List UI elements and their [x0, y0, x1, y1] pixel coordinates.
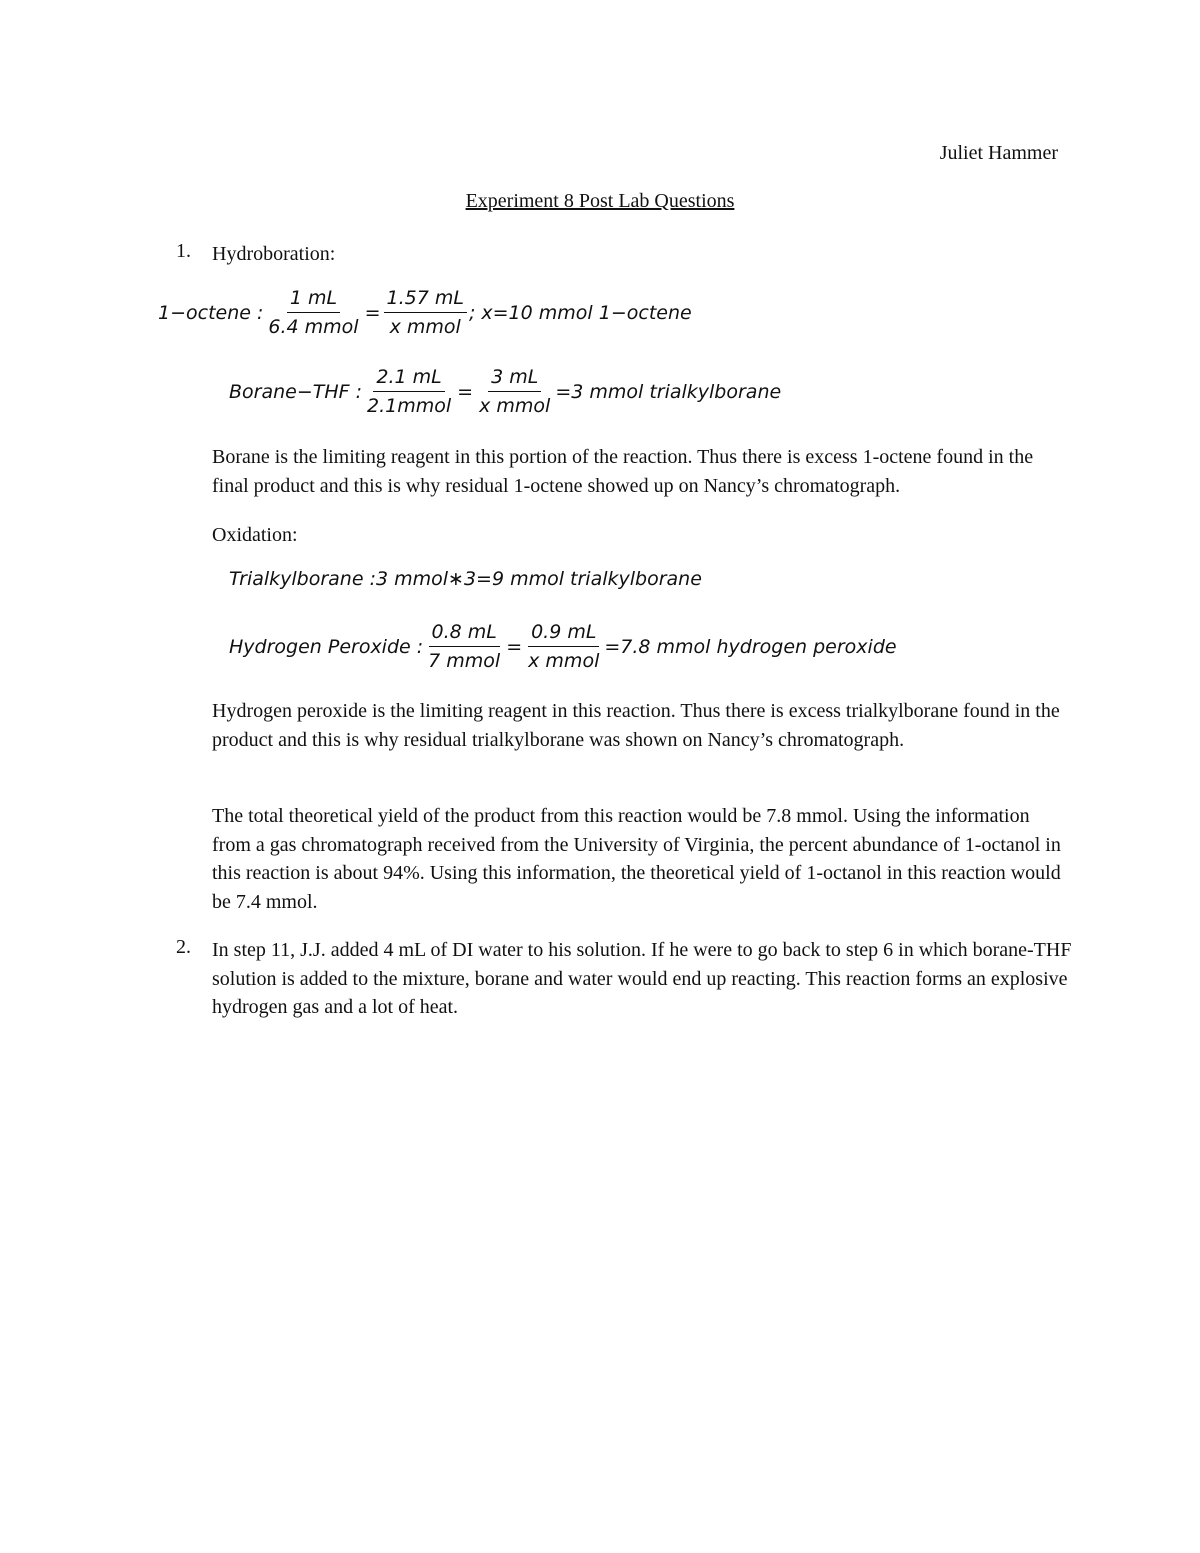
- hydrogen-peroxide-equation: [229, 620, 897, 673]
- eq-tail: ; x=10 mmol 1−octene: [468, 301, 692, 324]
- eq-label: Hydrogen Peroxide :: [229, 635, 424, 658]
- eq-label: Borane−THF :: [229, 380, 363, 403]
- borane-limiting-paragraph: Borane is the limiting reagent in this portion of the reaction. Thus there is excess 1-octene found in the final product and this is why residual 1-octene showed up on Nancy’s chromatograph.: [212, 446, 1034, 497]
- denominator: x mmol: [528, 650, 600, 672]
- question-2-number: 2.: [176, 936, 191, 958]
- peroxide-limiting-paragraph: Hydrogen peroxide is the limiting reagent in this reaction. Thus there is excess trialkylborane found in the product and this is why residual trialkylborane was shown on Nancy’s chromatograph.: [212, 700, 1060, 751]
- denominator: x mmol: [389, 316, 461, 338]
- oxidation-heading: Oxidation:: [212, 524, 298, 546]
- denominator: x mmol: [479, 395, 551, 417]
- denominator: 7 mmol: [428, 650, 501, 672]
- borane-thf-equation: [229, 365, 781, 418]
- fraction: [364, 365, 454, 418]
- numerator: 3 mL: [488, 365, 541, 392]
- fraction: [525, 620, 602, 673]
- trialkylborane-equation: [229, 568, 702, 590]
- fraction: [384, 286, 467, 339]
- octene-equation: [158, 286, 692, 339]
- numerator: 0.8 mL: [429, 620, 500, 647]
- denominator: 6.4 mmol: [268, 316, 359, 338]
- eq-tail: =3 mmol trialkylborane: [555, 380, 782, 403]
- numerator: 2.1 mL: [373, 365, 444, 392]
- equals-sign: =: [457, 380, 474, 403]
- hydroboration-heading: Hydroboration:: [212, 243, 336, 265]
- fraction: [425, 620, 503, 673]
- question-1-number: 1.: [176, 240, 191, 262]
- fraction: [265, 286, 361, 339]
- document-title: Experiment 8 Post Lab Questions: [465, 190, 735, 212]
- author-name: Juliet Hammer: [939, 142, 1058, 164]
- denominator: 2.1mmol: [367, 395, 452, 417]
- question-2-paragraph: In step 11, J.J. added 4 mL of DI water to his solution. If he were to go back to step 6 in which borane-THF solution is added to the mixture, borane and water would end up reacting. This reaction forms an explosive hydrogen gas and a lot of heat.: [212, 939, 1072, 1018]
- eq-text: Trialkylborane :3 mmol∗3=9 mmol trialkylborane: [229, 568, 702, 590]
- eq-label: 1−octene :: [158, 301, 264, 324]
- equals-sign: =: [364, 301, 381, 324]
- numerator: 0.9 mL: [528, 620, 599, 647]
- theoretical-yield-paragraph: The total theoretical yield of the product from this reaction would be 7.8 mmol. Using the information from a gas chromatograph received from the University of Virginia, the percent abundance of 1-octanol in this reaction is about 94%. Using this information, the theoretical yield of 1-octanol in this reaction would be 7.4 mmol.: [212, 805, 1061, 913]
- eq-tail: =7.8 mmol hydrogen peroxide: [604, 635, 897, 658]
- numerator: 1.57 mL: [384, 286, 467, 313]
- equals-sign: =: [506, 635, 523, 658]
- numerator: 1 mL: [287, 286, 340, 313]
- fraction: [476, 365, 553, 418]
